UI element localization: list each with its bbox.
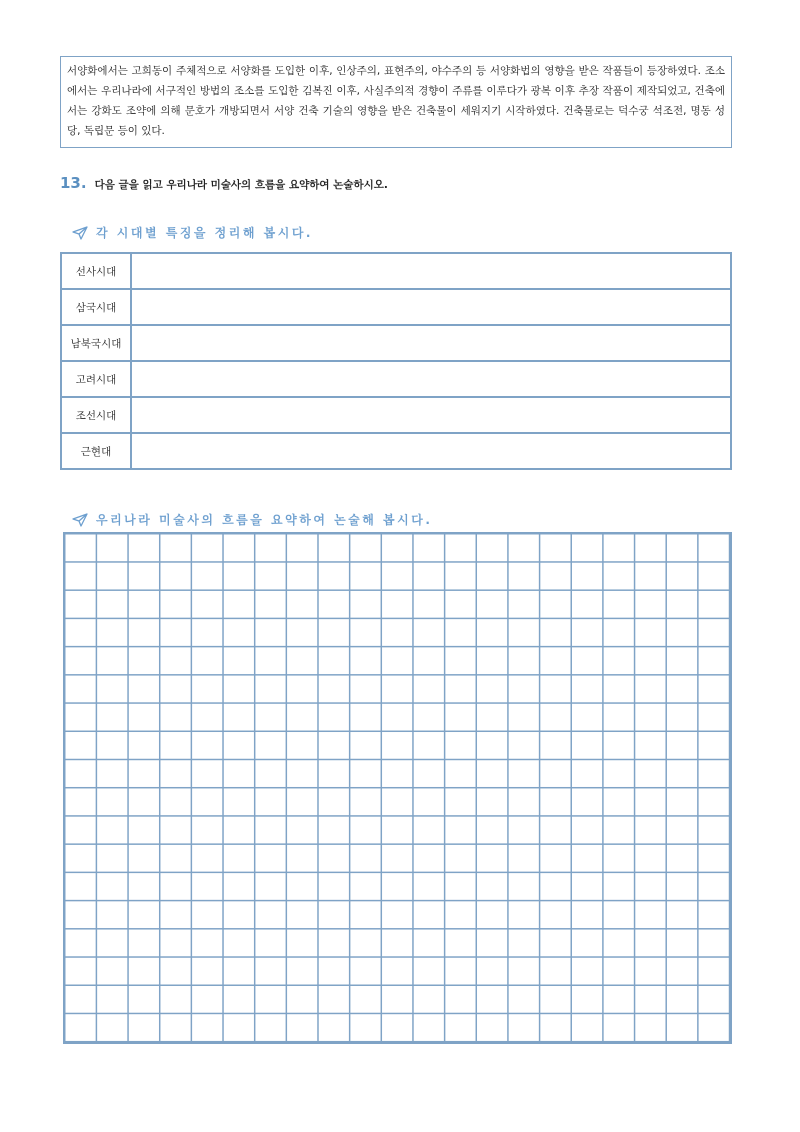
era-answer-cell[interactable] [131, 289, 731, 325]
era-table [60, 252, 732, 470]
era-answer-cell[interactable] [131, 397, 731, 433]
era-label: 고려시대 [61, 361, 131, 397]
section-heading-summary [72, 511, 432, 528]
question-number: 13. [60, 174, 87, 192]
era-answer-cell[interactable] [131, 325, 731, 361]
era-label: 삼국시대 [61, 289, 131, 325]
era-label: 조선시대 [61, 397, 131, 433]
paper-plane-icon [72, 226, 88, 240]
section-heading-era-features [72, 224, 313, 241]
question [60, 174, 388, 192]
table-row [61, 325, 731, 361]
era-label: 근현대 [61, 433, 131, 469]
paper-plane-icon [72, 513, 88, 527]
table-row [61, 361, 731, 397]
table-row [61, 253, 731, 289]
table-row [61, 289, 731, 325]
section-heading-text: 우리나라 미술사의 흐름을 요약하여 논술해 봅시다. [96, 513, 433, 527]
passage-box [60, 56, 732, 148]
question-text: 다음 글을 읽고 우리나라 미술사의 흐름을 요약하여 논술하시오. [94, 179, 388, 191]
era-label: 남북국시대 [61, 325, 131, 361]
table-row [61, 397, 731, 433]
manuscript-grid[interactable] [63, 532, 732, 1044]
passage-text: 서양화에서는 고희동이 주체적으로 서양화를 도입한 이후, 인상주의, 표현주의, 야수주의 등 서양화법의 영향을 받은 작품들이 등장하였다. 조소에서는 우리나라에 서구적인 방법의 조소를 도입한 김복진 이후, 사실주의적 경향이 주류를 이루다가 광복 이후 추장 작품이 제작되었고, 건축에서는 강화도 조약에 의해 문호가 개방되면서 서양 건축 기술의 영향을 받은 건축물이 세워지기 시작하였다. 건축물로는 덕수궁 석조전, 명동 성당, 독립문 등이 있다. [67, 65, 725, 137]
section-heading-text: 각 시대별 특징을 정리해 봅시다. [96, 226, 313, 240]
era-answer-cell[interactable] [131, 253, 731, 289]
table-row [61, 433, 731, 469]
era-answer-cell[interactable] [131, 433, 731, 469]
era-answer-cell[interactable] [131, 361, 731, 397]
era-label: 선사시대 [61, 253, 131, 289]
